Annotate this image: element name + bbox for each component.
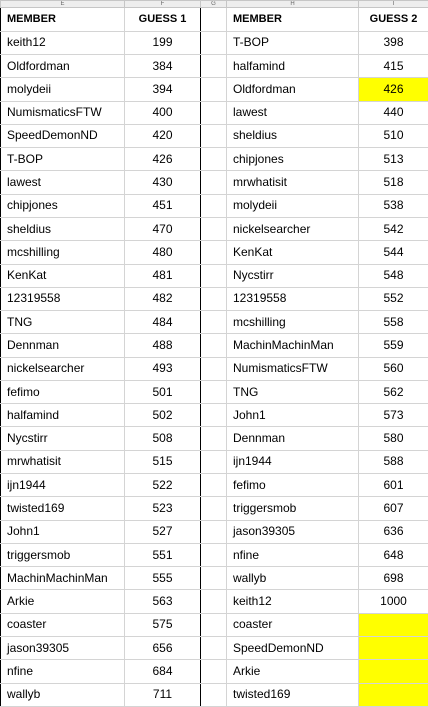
right-member-cell[interactable]: wallyb [227,567,359,590]
left-member-cell[interactable]: twisted169 [1,497,125,520]
right-member-cell[interactable]: halfamind [227,54,359,77]
left-guess-cell[interactable]: 555 [125,567,201,590]
right-header-guess[interactable]: GUESS 2 [359,8,428,31]
table-row [1,683,428,706]
gap-cell[interactable] [201,613,227,636]
gap-cell[interactable] [201,567,227,590]
gap-cell[interactable] [201,31,227,54]
table-row [1,334,428,357]
sheet-body [1,1,428,707]
table-row [1,124,428,147]
right-member-cell[interactable]: sheldius [227,124,359,147]
left-guess-cell[interactable]: 575 [125,613,201,636]
left-guess-cell[interactable]: 502 [125,404,201,427]
right-guess-cell[interactable]: 440 [359,101,428,124]
gap-cell[interactable] [201,8,227,31]
right-member-cell[interactable]: Nycstirr [227,264,359,287]
right-guess-cell[interactable]: 636 [359,520,428,543]
right-member-cell[interactable]: coaster [227,613,359,636]
left-member-cell[interactable]: ijn1944 [1,474,125,497]
right-member-cell[interactable]: TNG [227,380,359,403]
table-row [1,637,428,660]
right-guess-cell[interactable]: 1000 [359,590,428,613]
gap-cell[interactable] [201,217,227,240]
gap-cell[interactable] [201,450,227,473]
left-guess-cell[interactable]: 482 [125,287,201,310]
left-member-cell[interactable]: lawest [1,171,125,194]
column-letter-h[interactable]: H [227,1,359,8]
right-member-cell[interactable]: NumismaticsFTW [227,357,359,380]
right-member-cell[interactable]: John1 [227,404,359,427]
left-member-cell[interactable]: mcshilling [1,241,125,264]
table-row [1,171,428,194]
gap-cell[interactable] [201,357,227,380]
left-guess-cell[interactable]: 563 [125,590,201,613]
table-row [1,474,428,497]
left-guess-cell[interactable]: 684 [125,660,201,683]
table-row [1,590,428,613]
left-guess-cell[interactable]: 199 [125,31,201,54]
table-row [1,31,428,54]
table-row [1,241,428,264]
left-member-cell[interactable]: T-BOP [1,148,125,171]
table-row [1,54,428,77]
table-row [1,78,428,101]
right-header-member[interactable]: MEMBER [227,8,359,31]
table-row [1,450,428,473]
right-guess-cell[interactable]: 398 [359,31,428,54]
gap-cell[interactable] [201,427,227,450]
left-guess-cell[interactable]: 426 [125,148,201,171]
right-guess-cell[interactable]: 562 [359,380,428,403]
right-guess-cell[interactable]: 552 [359,287,428,310]
table-row [1,543,428,566]
right-guess-cell[interactable]: 415 [359,54,428,77]
right-guess-cell[interactable]: 607 [359,497,428,520]
left-member-cell[interactable]: fefimo [1,380,125,403]
right-guess-cell[interactable] [359,660,428,683]
right-member-cell[interactable]: nfine [227,543,359,566]
right-guess-cell[interactable]: 542 [359,217,428,240]
left-member-cell[interactable]: Arkie [1,590,125,613]
gap-cell[interactable] [201,171,227,194]
gap-cell[interactable] [201,194,227,217]
table-row [1,497,428,520]
left-guess-cell[interactable]: 384 [125,54,201,77]
gap-cell[interactable] [201,474,227,497]
gap-cell[interactable] [201,124,227,147]
table-row [1,287,428,310]
right-guess-cell[interactable] [359,613,428,636]
right-member-cell[interactable]: molydeii [227,194,359,217]
gap-cell[interactable] [201,543,227,566]
left-member-cell[interactable]: SpeedDemonND [1,124,125,147]
left-member-cell[interactable]: coaster [1,613,125,636]
left-member-cell[interactable]: sheldius [1,217,125,240]
left-member-cell[interactable]: wallyb [1,683,125,706]
left-header-member[interactable]: MEMBER [1,8,125,31]
left-member-cell[interactable]: molydeii [1,78,125,101]
table-header-row [1,8,428,31]
right-guess-cell[interactable]: 573 [359,404,428,427]
left-member-cell[interactable]: mrwhatisit [1,450,125,473]
right-member-cell[interactable]: ijn1944 [227,450,359,473]
table-row [1,311,428,334]
column-header-row [1,1,428,8]
left-guess-cell[interactable]: 527 [125,520,201,543]
gap-cell[interactable] [201,334,227,357]
gap-cell[interactable] [201,497,227,520]
gap-cell[interactable] [201,54,227,77]
gap-cell[interactable] [201,241,227,264]
right-guess-cell[interactable]: 648 [359,543,428,566]
table-row [1,357,428,380]
left-member-cell[interactable]: MachinMachinMan [1,567,125,590]
right-member-cell[interactable]: triggersmob [227,497,359,520]
gap-cell[interactable] [201,148,227,171]
right-guess-cell[interactable]: 513 [359,148,428,171]
left-member-cell[interactable]: nickelsearcher [1,357,125,380]
left-member-cell[interactable]: halfamind [1,404,125,427]
gap-cell[interactable] [201,287,227,310]
gap-cell[interactable] [201,380,227,403]
right-member-cell[interactable]: mcshilling [227,311,359,334]
right-member-cell[interactable]: twisted169 [227,683,359,706]
table-row [1,217,428,240]
column-letter-e[interactable]: E [1,1,125,8]
gap-cell[interactable] [201,78,227,101]
right-member-cell[interactable]: keith12 [227,590,359,613]
right-member-cell[interactable]: 12319558 [227,287,359,310]
gap-cell[interactable] [201,520,227,543]
right-member-cell[interactable]: jason39305 [227,520,359,543]
left-guess-cell[interactable]: 451 [125,194,201,217]
table-row [1,520,428,543]
right-guess-cell[interactable]: 601 [359,474,428,497]
right-member-cell[interactable]: T-BOP [227,31,359,54]
left-guess-cell[interactable]: 488 [125,334,201,357]
right-member-cell[interactable]: lawest [227,101,359,124]
right-guess-cell[interactable] [359,637,428,660]
right-guess-cell[interactable]: 510 [359,124,428,147]
table-row [1,567,428,590]
column-letter-g[interactable]: G [201,1,227,8]
right-guess-cell[interactable]: 558 [359,311,428,334]
gap-cell[interactable] [201,637,227,660]
left-guess-cell[interactable]: 656 [125,637,201,660]
right-member-cell[interactable]: Arkie [227,660,359,683]
table-row [1,660,428,683]
table-row [1,194,428,217]
right-guess-cell[interactable]: 548 [359,264,428,287]
left-guess-cell[interactable]: 523 [125,497,201,520]
table-row [1,148,428,171]
table-row [1,404,428,427]
left-member-cell[interactable]: nfine [1,660,125,683]
left-member-cell[interactable]: Oldfordman [1,54,125,77]
table-row [1,380,428,403]
table-row [1,101,428,124]
left-guess-cell[interactable]: 430 [125,171,201,194]
column-letter-f[interactable]: F [125,1,201,8]
right-member-cell[interactable]: Oldfordman [227,78,359,101]
left-member-cell[interactable]: Nycstirr [1,427,125,450]
left-guess-cell[interactable]: 420 [125,124,201,147]
column-letter-i[interactable]: I [359,1,428,8]
left-member-cell[interactable]: chipjones [1,194,125,217]
left-header-guess[interactable]: GUESS 1 [125,8,201,31]
gap-cell[interactable] [201,264,227,287]
table-row [1,427,428,450]
right-member-cell[interactable]: mrwhatisit [227,171,359,194]
left-member-cell[interactable]: triggersmob [1,543,125,566]
left-guess-cell[interactable]: 480 [125,241,201,264]
right-member-cell[interactable]: KenKat [227,241,359,264]
left-member-cell[interactable]: keith12 [1,31,125,54]
left-guess-cell[interactable]: 515 [125,450,201,473]
left-guess-cell[interactable]: 522 [125,474,201,497]
right-member-cell[interactable]: SpeedDemonND [227,637,359,660]
left-member-cell[interactable]: Dennman [1,334,125,357]
left-guess-cell[interactable]: 501 [125,380,201,403]
left-guess-cell[interactable]: 551 [125,543,201,566]
right-guess-cell[interactable]: 560 [359,357,428,380]
gap-cell[interactable] [201,404,227,427]
left-guess-cell[interactable]: 508 [125,427,201,450]
table-row [1,613,428,636]
table-row [1,264,428,287]
gap-cell[interactable] [201,311,227,334]
left-member-cell[interactable]: NumismaticsFTW [1,101,125,124]
left-member-cell[interactable]: TNG [1,311,125,334]
gap-cell[interactable] [201,590,227,613]
left-guess-cell[interactable]: 481 [125,264,201,287]
right-guess-cell[interactable]: 426 [359,78,428,101]
left-guess-cell[interactable]: 711 [125,683,201,706]
left-member-cell[interactable]: KenKat [1,264,125,287]
right-guess-cell[interactable]: 544 [359,241,428,264]
right-guess-cell[interactable]: 588 [359,450,428,473]
gap-cell[interactable] [201,683,227,706]
right-guess-cell[interactable]: 559 [359,334,428,357]
right-member-cell[interactable]: MachinMachinMan [227,334,359,357]
gap-cell[interactable] [201,660,227,683]
left-member-cell[interactable]: jason39305 [1,637,125,660]
right-member-cell[interactable]: fefimo [227,474,359,497]
left-member-cell[interactable]: John1 [1,520,125,543]
right-guess-cell[interactable] [359,683,428,706]
left-member-cell[interactable]: 12319558 [1,287,125,310]
right-guess-cell[interactable]: 538 [359,194,428,217]
right-member-cell[interactable]: Dennman [227,427,359,450]
right-member-cell[interactable]: nickelsearcher [227,217,359,240]
right-guess-cell[interactable]: 518 [359,171,428,194]
left-guess-cell[interactable]: 493 [125,357,201,380]
right-guess-cell[interactable]: 698 [359,567,428,590]
left-guess-cell[interactable]: 470 [125,217,201,240]
left-guess-cell[interactable]: 400 [125,101,201,124]
right-guess-cell[interactable]: 580 [359,427,428,450]
right-member-cell[interactable]: chipjones [227,148,359,171]
left-guess-cell[interactable]: 394 [125,78,201,101]
gap-cell[interactable] [201,101,227,124]
left-guess-cell[interactable]: 484 [125,311,201,334]
